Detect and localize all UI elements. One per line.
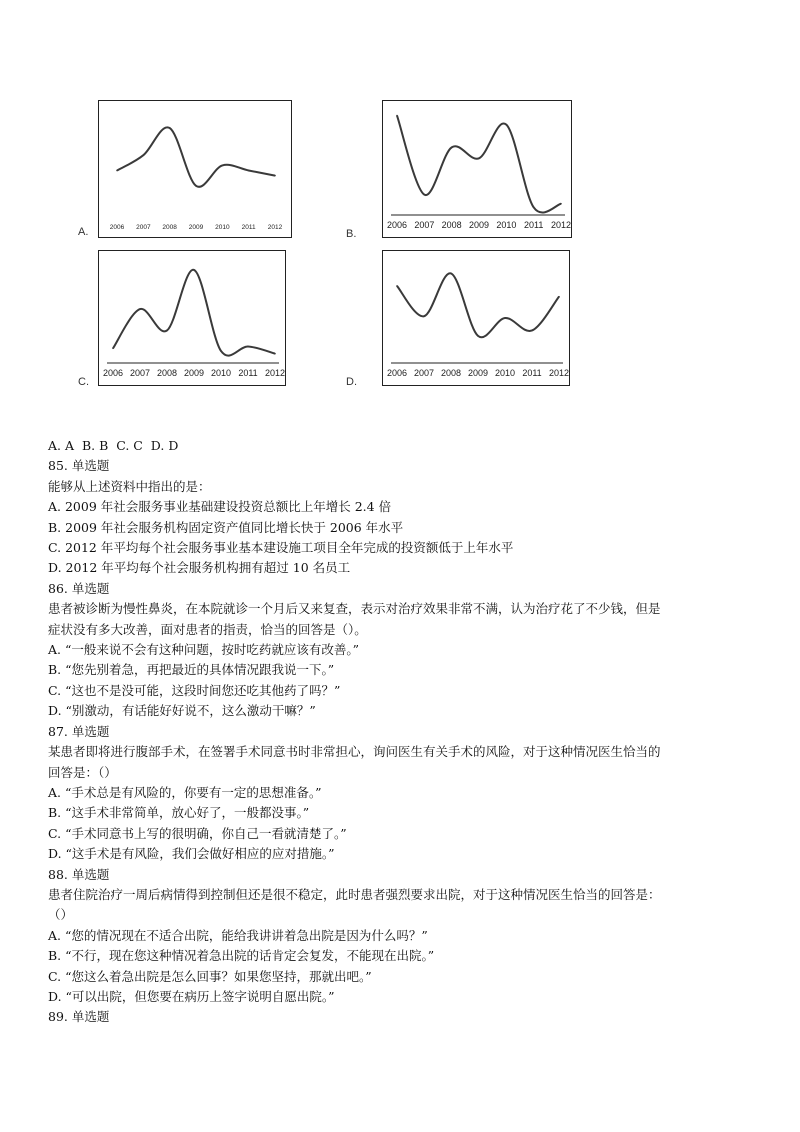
data-point <box>220 350 222 352</box>
text-line: A. “一般来说不会有这种问题，按时吃药就应该有改善。” <box>48 642 360 658</box>
text-line: （） <box>48 907 74 923</box>
text-line: 能够从上述资料中指出的是： <box>48 478 211 494</box>
x-tick-label: 2006 <box>386 368 408 378</box>
text-line: B. “这手术非常简单，放心好了，一般都没事。” <box>48 805 310 821</box>
data-point <box>560 203 562 205</box>
chart-b <box>382 100 572 238</box>
data-point <box>195 185 197 187</box>
x-tick-label: 2011 <box>238 368 258 378</box>
text-line: C. 2012 年平均每个社会服务事业基本建设施工项目全年完成的投资额低于上年水平 <box>48 540 514 556</box>
data-point <box>506 124 508 126</box>
text-line: 88. 单选题 <box>48 866 110 882</box>
text-line: 患者被诊断为慢性鼻炎，在本院就诊一个月后又来复查，表示对治疗效果非常不满，认为治疗花了不少钱，但是 <box>48 601 661 617</box>
x-tick-label: 2006 <box>102 368 124 378</box>
data-point <box>274 175 276 177</box>
text-line: 患者住院治疗一周后病情得到控制但还是很不稳定，此时患者强烈要求出院，对于这种情况医生恰当的回答是： <box>48 886 661 902</box>
data-point <box>504 317 506 319</box>
x-tick-label: 2008 <box>162 224 177 231</box>
text-line: 某患者即将进行腹部手术，在签署手术同意书时非常担心，询问医生有关手术的风险，对于这种情况医生恰当的 <box>48 744 661 760</box>
text-line: A. “手术总是有风险的，你要有一定的思想准备。” <box>48 784 322 800</box>
data-point <box>450 273 452 275</box>
x-tick-label: 2010 <box>210 368 232 378</box>
x-tick-label: 2007 <box>136 224 151 231</box>
data-point <box>477 335 479 337</box>
data-point <box>248 170 250 172</box>
x-tick-label: 2010 <box>496 220 517 230</box>
text-line: A. A B. B C. C D. D <box>48 438 179 453</box>
chart-d-plot <box>383 251 571 387</box>
data-point <box>424 194 426 196</box>
text-line: B. “不行，现在您这种情况着急出院的话肯定会复发，不能现在出院。” <box>48 948 435 964</box>
data-point <box>193 269 195 271</box>
data-point <box>396 285 398 287</box>
text-line: D. 2012 年平均每个社会服务机构拥有超过 10 名员工 <box>48 560 351 576</box>
x-tick-label: 2006 <box>109 224 125 231</box>
data-point <box>533 207 535 209</box>
chart-c-plot <box>99 251 287 387</box>
data-point <box>247 346 249 348</box>
data-point <box>169 127 171 129</box>
data-point <box>451 147 453 149</box>
x-tick-label: 2009 <box>468 220 490 230</box>
chart-a-option-label: A. <box>78 226 89 238</box>
data-point <box>423 315 425 317</box>
data-point <box>139 308 141 310</box>
text-line: 86. 单选题 <box>48 580 110 596</box>
x-tick-label: 2012 <box>548 368 570 378</box>
data-point <box>478 157 480 159</box>
chart-b-option-label: B. <box>346 228 357 240</box>
series-line <box>117 127 275 187</box>
text-line: 87. 单选题 <box>48 723 110 739</box>
x-tick-label: 2012 <box>267 224 283 231</box>
data-point <box>116 170 118 172</box>
chart-a <box>98 100 292 238</box>
text-line: D. “别激动，有话能好好说不，这么激动干嘛？” <box>48 703 316 719</box>
data-point <box>143 154 145 156</box>
x-tick-label: 2010 <box>215 224 230 231</box>
data-point <box>222 165 224 167</box>
text-line: B. “您先别着急，再把最近的具体情况跟我说一下。” <box>48 662 335 678</box>
data-point <box>274 353 276 355</box>
text-line: 症状没有多大改善，面对患者的指责，恰当的回答是（）。 <box>48 621 367 637</box>
chart-c <box>98 250 286 386</box>
x-tick-label: 2006 <box>386 220 408 230</box>
x-tick-label: 2012 <box>264 368 286 378</box>
chart-a-plot <box>99 101 293 239</box>
text-line: 89. 单选题 <box>48 1009 110 1025</box>
data-point <box>558 296 560 298</box>
text-line: A. 2009 年社会服务事业基础建设投资总额比上年增长 2.4 倍 <box>48 499 392 515</box>
data-point <box>166 330 168 332</box>
x-tick-label: 2007 <box>414 220 435 230</box>
question-text-block <box>48 436 758 1028</box>
data-point <box>531 330 533 332</box>
series-line <box>113 270 275 356</box>
text-line: B. 2009 年社会服务机构固定资产值同比增长快于 2006 年水平 <box>48 519 404 535</box>
x-tick-label: 2011 <box>523 220 544 230</box>
chart-c-option-label: C. <box>78 376 89 388</box>
x-tick-label: 2009 <box>467 368 489 378</box>
series-line <box>397 273 559 337</box>
data-point <box>112 348 114 350</box>
x-tick-label: 2007 <box>129 368 151 378</box>
text-line: C. “您这么着急出院是怎么回事？如果您坚持，那就出吧。” <box>48 968 372 984</box>
series-line <box>397 116 561 213</box>
chart-d-option-label: D. <box>346 376 357 388</box>
text-line: D. “这手术是有风险，我们会做好相应的应对措施。” <box>48 846 335 862</box>
data-point <box>396 115 398 117</box>
x-tick-label: 2011 <box>522 368 542 378</box>
text-line: D. “可以出院，但您要在病历上签字说明自愿出院。” <box>48 988 335 1004</box>
text-line: A. “您的情况现在不适合出院，能给我讲讲着急出院是因为什么吗？” <box>48 927 428 943</box>
x-tick-label: 2008 <box>441 220 462 230</box>
x-tick-label: 2009 <box>183 368 205 378</box>
chart-b-plot <box>383 101 573 239</box>
text-line: C. “手术同意书上写的很明确，你自己一看就清楚了。” <box>48 825 347 841</box>
x-tick-label: 2008 <box>156 368 178 378</box>
x-tick-label: 2008 <box>440 368 462 378</box>
x-tick-label: 2009 <box>188 224 204 231</box>
x-tick-label: 2012 <box>550 220 572 230</box>
text-line: C. “这也不是没可能，这段时间您还吃其他药了吗？” <box>48 682 341 698</box>
x-tick-label: 2007 <box>413 368 435 378</box>
text-line: 回答是：（） <box>48 764 117 780</box>
chart-d <box>382 250 570 386</box>
x-tick-label: 2010 <box>494 368 516 378</box>
text-line: 85. 单选题 <box>48 458 110 474</box>
x-tick-label: 2011 <box>241 224 256 231</box>
answer-option-charts <box>0 0 800 420</box>
